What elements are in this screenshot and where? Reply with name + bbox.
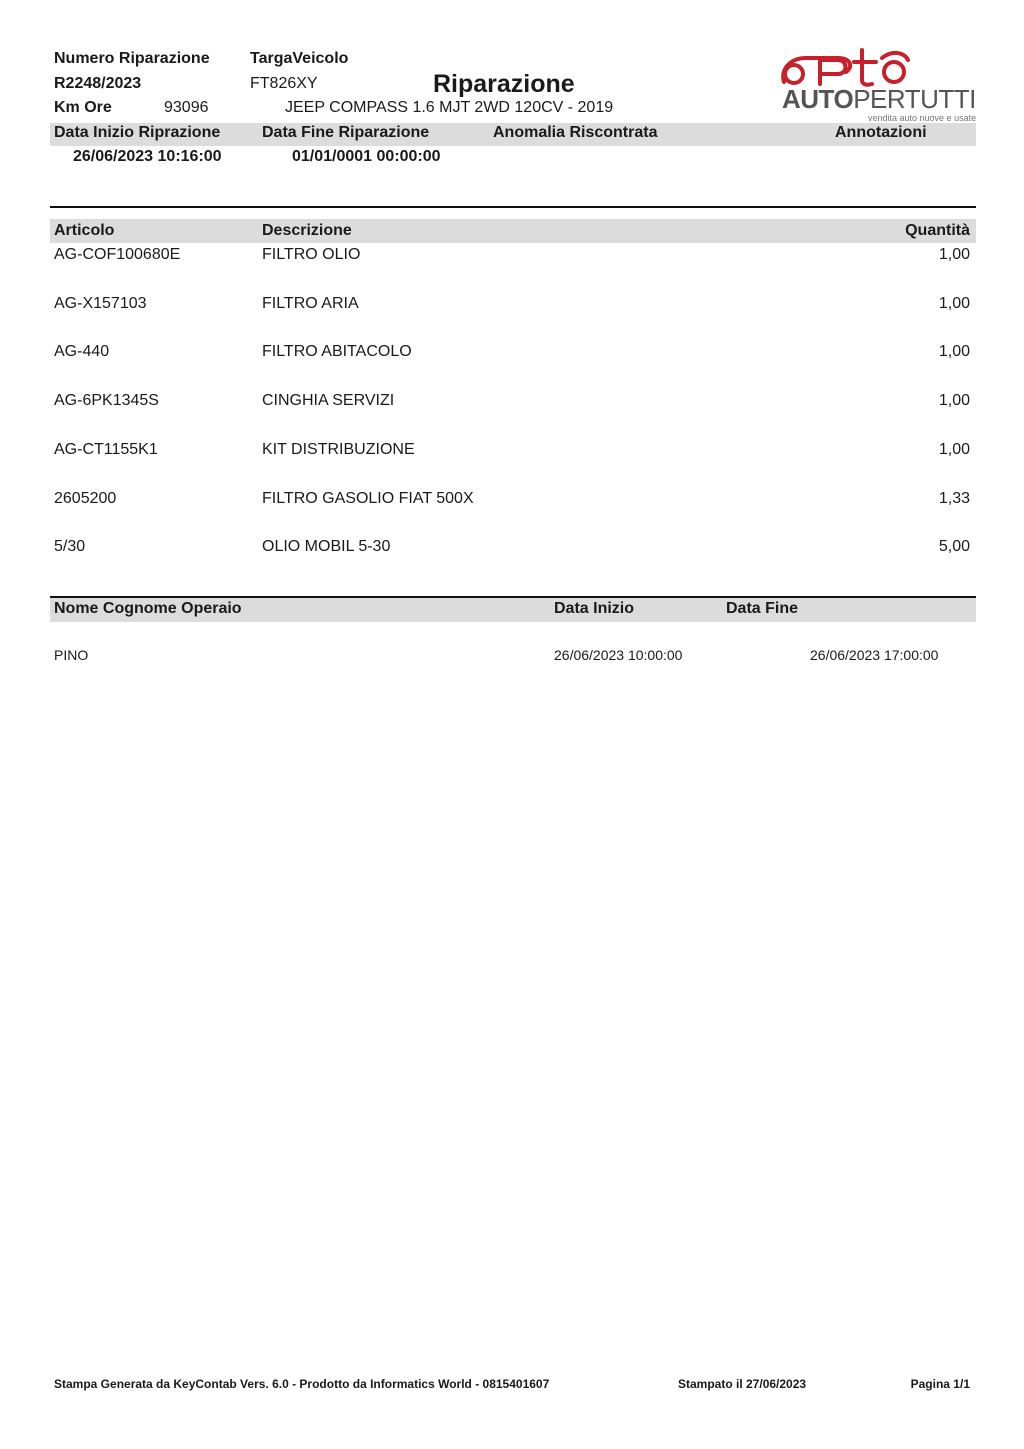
item-quantity: 1,33	[938, 489, 970, 507]
item-article: 5/30	[54, 538, 86, 556]
start-date-label: Data Inizio Riprazione	[54, 124, 221, 141]
start-date-value: 26/06/2023 10:16:00	[73, 148, 222, 165]
logo-brand-thin: PERTUTTI	[853, 84, 976, 114]
item-article: AG-CT1155K1	[54, 440, 158, 458]
worker-start: 26/06/2023 10:00:00	[554, 647, 683, 663]
footer-page: Pagina 1/1	[910, 1377, 970, 1391]
col-description: Descrizione	[262, 222, 352, 239]
item-description: OLIO MOBIL 5-30	[262, 538, 391, 556]
anomaly-label: Anomalia Riscontrata	[493, 124, 658, 141]
item-description: KIT DISTRIBUZIONE	[262, 440, 415, 458]
worker-end: 26/06/2023 17:00:00	[810, 647, 939, 663]
item-description: FILTRO ABITACOLO	[262, 343, 412, 361]
km-ore-value: 93096	[164, 99, 209, 116]
item-article: 2605200	[54, 489, 117, 507]
col-worker-end: Data Fine	[726, 600, 799, 617]
col-worker-name: Nome Cognome Operaio	[54, 600, 242, 617]
item-description: FILTRO ARIA	[262, 294, 359, 312]
item-article: AG-6PK1345S	[54, 392, 159, 410]
item-article: AG-X157103	[54, 294, 147, 312]
item-description: FILTRO GASOLIO FIAT 500X	[262, 489, 474, 507]
footer-printed: Stampato il 27/06/2023	[678, 1377, 807, 1391]
item-article: AG-440	[54, 343, 110, 361]
item-quantity: 5,00	[938, 538, 970, 556]
vehicle-description: JEEP COMPASS 1.6 MJT 2WD 120CV - 2019	[285, 99, 614, 116]
item-article: AG-COF100680E	[54, 246, 181, 263]
item-description: FILTRO OLIO	[262, 246, 361, 263]
worker-name: PINO	[54, 647, 89, 663]
targa-value: FT826XY	[250, 75, 318, 92]
items-top-rule	[50, 206, 976, 208]
company-logo	[776, 46, 976, 124]
logo-wordmark	[782, 86, 976, 112]
km-ore-label: Km Ore	[54, 99, 112, 116]
col-worker-start: Data Inizio	[554, 600, 635, 617]
notes-label: Annotazioni	[835, 124, 927, 141]
end-date-value: 01/01/0001 00:00:00	[292, 148, 441, 165]
page-title: Riparazione	[433, 70, 575, 98]
end-date-label: Data Fine Riparazione	[262, 124, 430, 141]
item-quantity: 1,00	[938, 440, 970, 458]
col-article: Articolo	[54, 222, 115, 239]
item-quantity: 1,00	[938, 294, 970, 312]
numero-riparazione-label: Numero Riparazione	[54, 50, 210, 67]
numero-riparazione-value: R2248/2023	[54, 75, 142, 92]
item-quantity: 1,00	[938, 343, 970, 361]
logo-tagline: vendita auto nuove e usate	[868, 113, 977, 123]
targa-label: TargaVeicolo	[250, 50, 349, 67]
items-header-band	[50, 219, 976, 243]
logo-brand-bold: AUTO	[782, 84, 854, 114]
item-quantity: 1,00	[938, 246, 970, 263]
item-description: CINGHIA SERVIZI	[262, 392, 395, 410]
col-quantity: Quantità	[905, 222, 970, 239]
footer-generated: Stampa Generata da KeyContab Vers. 6.0 - Prodotto da Informatics World - 0815401607	[54, 1377, 550, 1391]
item-quantity: 1,00	[938, 392, 970, 410]
